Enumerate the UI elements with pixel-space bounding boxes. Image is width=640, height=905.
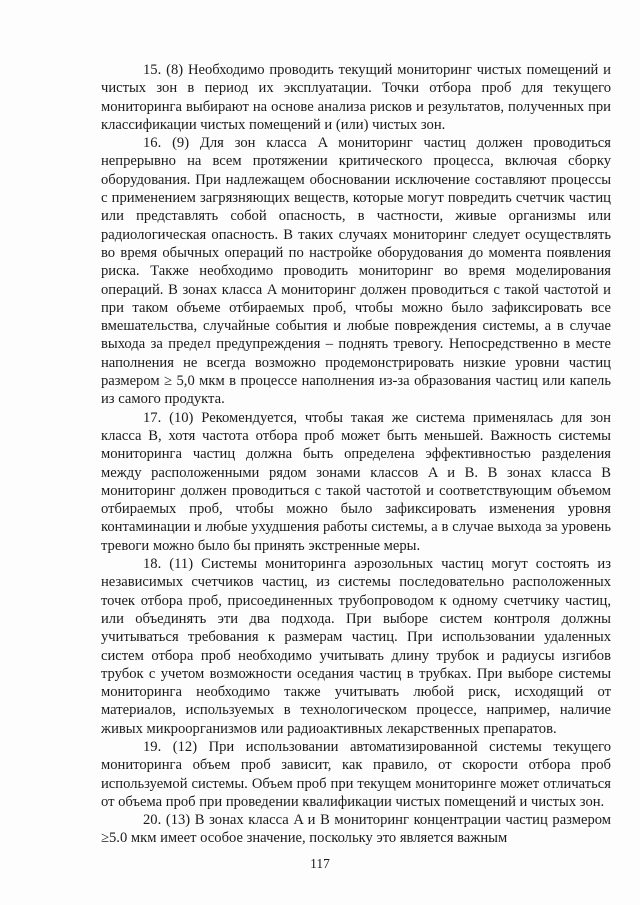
page-number: 117 bbox=[310, 856, 330, 871]
paragraph-18: 18. (11) Системы мониторинга аэрозольных частиц могут состоять из независимых счетчиков частиц, из системы последовательно расположенных точек отбора проб, присоединенных трубопроводом к одному счетчику частиц, или объединять эти два подхода. При выборе систем контроля должны учитываться требования к размерам частиц. При использовании удаленных систем отбора проб необходимо учитывать длину трубок и радиусы изгибов трубок с учетом возможности оседания частиц в трубках. При выборе системы мониторинга необходимо также учитывать любой риск, исходящий от материалов, используемых в технологическом процессе, например, наличие живых микроорганизмов или радиоактивных лекарственных препаратов. bbox=[101, 556, 611, 737]
paragraph-20: 20. (13) В зонах класса A и B мониторинг концентрации частиц размером ≥5.0 мкм имеет особое значение, поскольку это является важным bbox=[101, 812, 611, 847]
paragraph-17: 17. (10) Рекомендуется, чтобы такая же система применялась для зон класса B, хотя частота отбора проб может быть меньшей. Важность системы мониторинга частиц должна быть определена эффективностью разделения между расположенными рядом зонами классов A и B. В зонах класса B мониторинг должен проводиться с такой частотой и соответствующим объемом отбираемых проб, чтобы можно было зафиксировать изменения уровня контаминации и любые ухудшения работы системы, а в случае выхода за уровень тревоги можно было бы принять экстренные меры. bbox=[101, 409, 611, 554]
body-text bbox=[101, 61, 611, 848]
paragraph-19: 19. (12) При использовании автоматизированной системы текущего мониторинга объем проб зависит, как правило, от скорости отбора проб используемой системы. Объем проб при текущем мониторинге может отличаться от объема проб при проведении квалификации чистых помещений и чистых зон. bbox=[101, 738, 611, 810]
paragraph-16: 16. (9) Для зон класса A мониторинг частиц должен проводиться непрерывно на всем протяжении критического процесса, включая сборку оборудования. При надлежащем обосновании исключение составляют процессы с применением загрязняющих веществ, которые могут повредить счетчик частиц или представлять собой опасность, в частности, живые организмы или радиологическая опасность. В таких случаях мониторинг следует осуществлять во время обычных операций по настройке оборудования до момента появления риска. Также необходимо проводить мониторинг во время моделирования операций. В зонах класса A мониторинг должен проводиться с такой частотой и при таком объеме отбираемых проб, чтобы можно было зафиксировать все вмешательства, случайные события и любые повреждения системы, а в случае выхода за предел предупреждения – поднять тревогу. Непосредственно в месте наполнения не всегда возможно продемонстрировать низкие уровни частиц размером ≥ 5,0 мкм в процессе наполнения из-за образования частиц или капель из самого продукта. bbox=[101, 135, 611, 408]
paragraph-15: 15. (8) Необходимо проводить текущий мониторинг чистых помещений и чистых зон в период их эксплуатации. Точки отбора проб для текущего мониторинга выбирают на основе анализа рисков и результатов, полученных при классификации чистых помещений и (или) чистых зон. bbox=[101, 62, 611, 133]
